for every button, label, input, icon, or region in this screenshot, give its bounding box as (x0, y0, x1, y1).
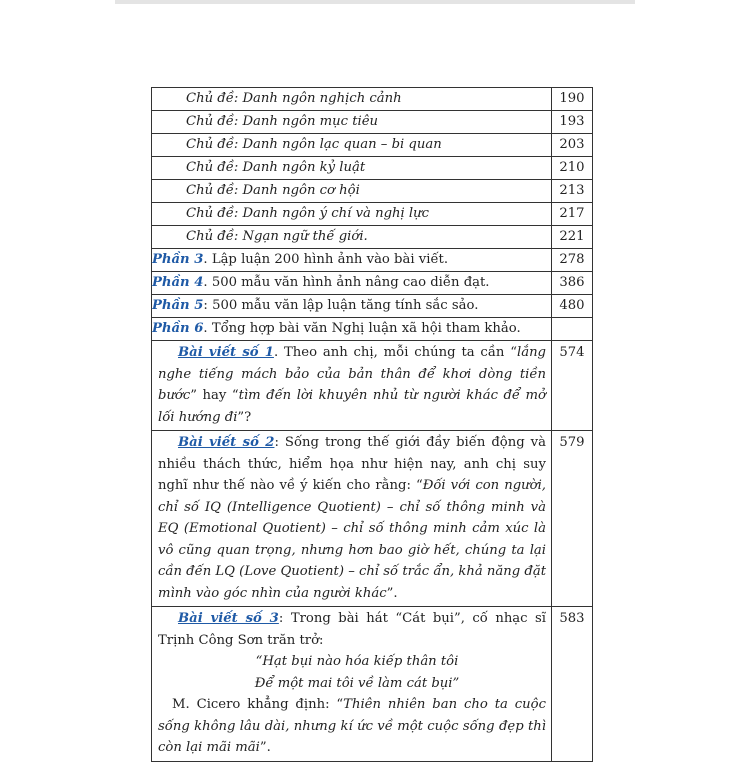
page-number: 480 (552, 295, 593, 318)
topic-label: Chủ đề: (186, 91, 239, 106)
topic-label: Chủ đề: (186, 114, 239, 129)
toc-row-topic (152, 226, 593, 249)
topic-title: Danh ngôn nghịch cảnh (242, 91, 402, 106)
topic-label: Chủ đề: (186, 160, 239, 175)
article-text: ”. (386, 585, 398, 601)
page-number: 213 (552, 180, 593, 203)
page-number: 574 (552, 341, 593, 431)
toc-row-topic (152, 134, 593, 157)
article-quote: Thiên nhiên ban cho ta cuộc sống không lâu dài, nhưng kí ức về một cuộc sống đẹp thì còn lại mãi mãi (158, 697, 546, 755)
article-text: Trong bài hát “Cát bụi”, cố nhạc sĩ Trịnh Công Sơn trăn trở: (158, 611, 547, 648)
topic-label: Chủ đề: (186, 229, 239, 244)
topic-title: Danh ngôn cơ hội (242, 183, 360, 198)
part-separator: : (203, 298, 208, 313)
topic-label: Chủ đề: (186, 206, 239, 221)
toc-row-article (152, 431, 593, 607)
poem-line: Để một mai tôi về làm cát bụi” (254, 675, 460, 691)
page-number: 386 (552, 272, 593, 295)
article-separator: : (278, 611, 284, 626)
page-number (552, 318, 593, 341)
toc-row-part (152, 249, 593, 272)
topic-title: Danh ngôn ý chí và nghị lực (242, 206, 430, 221)
toc-row-part (152, 318, 593, 341)
table-of-contents (151, 87, 593, 762)
toc-row-part (152, 272, 593, 295)
article-label: Bài viết số 2 (178, 435, 275, 450)
article-text: M. Cicero khẳng định: “ (172, 697, 344, 712)
part-label: Phần 6 (152, 321, 204, 336)
page-number: 193 (552, 111, 593, 134)
article-quote: tìm đến lời khuyên nhủ từ người khác để mở lối hướng đi (158, 388, 546, 425)
toc-row-topic (152, 203, 593, 226)
topic-title: Danh ngôn mục tiêu (242, 114, 379, 129)
part-title: 500 mẫu văn hình ảnh nâng cao diễn đạt. (211, 275, 490, 290)
toc-row-article (152, 341, 593, 431)
article-separator: : (274, 435, 279, 450)
page-number: 583 (552, 607, 593, 762)
topic-title: Danh ngôn lạc quan – bi quan (242, 137, 442, 152)
page-number: 221 (552, 226, 593, 249)
toc-row-topic (152, 180, 593, 203)
page-number: 190 (552, 88, 593, 111)
part-separator: . (203, 275, 208, 290)
article-quote: lắng nghe tiếng mách bảo của bản thân để khơi dòng tiền bước (158, 345, 546, 403)
toc-row-topic (152, 111, 593, 134)
part-separator: . (203, 321, 208, 336)
part-label: Phần 5 (152, 298, 204, 313)
toc-row-topic (152, 157, 593, 180)
article-label: Bài viết số 1 (178, 345, 274, 360)
poem-line: “Hạt bụi nào hóa kiếp thân tôi (255, 654, 459, 669)
part-separator: . (203, 252, 208, 267)
article-text: Theo anh chị, mỗi chúng ta cần “ (284, 345, 517, 360)
toc-row-article (152, 607, 593, 762)
article-text: ”. (259, 740, 271, 755)
toc-row-topic (152, 88, 593, 111)
part-title: Lập luận 200 hình ảnh vào bài viết. (211, 252, 449, 267)
page-number: 210 (552, 157, 593, 180)
toc-row-part (152, 295, 593, 318)
page-number: 203 (552, 134, 593, 157)
article-text: ” hay “ (190, 388, 239, 403)
article-quote: Đối với con người, chỉ số IQ (Intelligence Quotient) – chỉ số thông minh và EQ (Emotional Quotient) – chỉ số thông minh cảm xúc là vô cũng quan trọng, nhưng hơn bao giờ hết, chúng ta lại cần đến LQ (Love Quotient) – chỉ số trắc ẩn, khả năng đặt mình vào góc nhìn của người khác (158, 478, 546, 601)
page-number: 217 (552, 203, 593, 226)
part-title: 500 mẫu văn lập luận tăng tính sắc sảo. (212, 298, 479, 313)
article-separator: . (273, 345, 279, 360)
topic-title: Danh ngôn kỷ luật (242, 160, 366, 175)
article-text: Sống trong thế giới đầy biến động và nhiều thách thức, hiểm họa như hiện nay, anh chị suy nghĩ như thế nào về ý kiến cho rằng: “ (158, 435, 546, 493)
article-text: ”? (237, 409, 252, 425)
part-label: Phần 3 (152, 252, 204, 267)
topic-label: Chủ đề: (186, 137, 239, 152)
topic-label: Chủ đề: (186, 183, 239, 198)
part-title: Tổng hợp bài văn Nghị luận xã hội tham khảo. (211, 321, 521, 336)
topic-title: Ngạn ngữ thế giới. (242, 229, 368, 244)
article-label: Bài viết số 3 (178, 611, 279, 626)
part-label: Phần 4 (152, 275, 204, 290)
page-number: 278 (552, 249, 593, 272)
page-top-edge (115, 0, 635, 4)
page-number: 579 (552, 431, 593, 607)
